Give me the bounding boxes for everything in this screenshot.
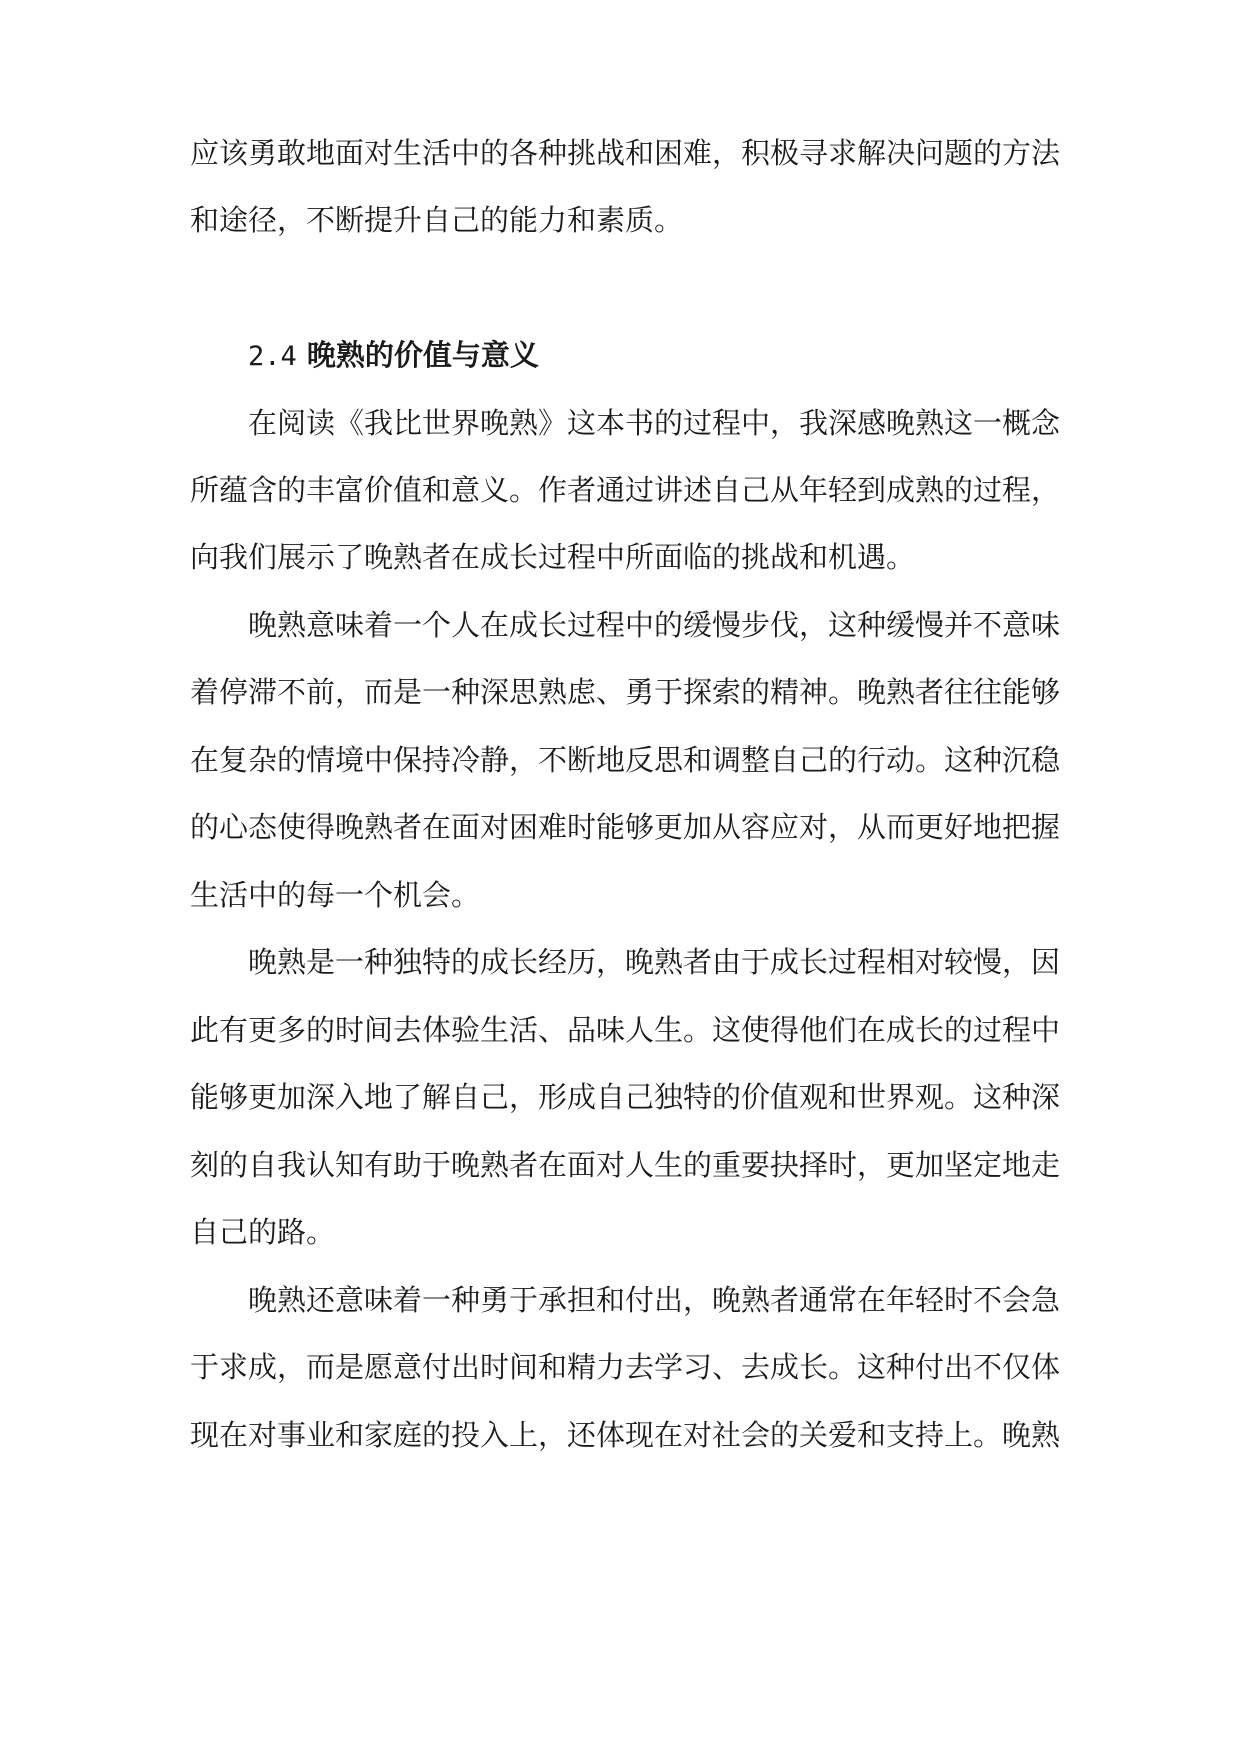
paragraph-line: 生活中的每一个机会。 bbox=[190, 878, 481, 912]
paragraph-line: 着停滞不前，而是一种深思熟虑、勇于探索的精神。晚熟者往往能够 bbox=[190, 675, 1061, 709]
paragraph-line: 的心态使得晚熟者在面对困难时能够更加从容应对，从而更好地把握 bbox=[190, 810, 1061, 844]
paragraph-line: 向我们展示了晚熟者在成长过程中所面临的挑战和机遇。 bbox=[190, 540, 916, 574]
paragraph-line: 所蕴含的丰富价值和意义。作者通过讲述自己从年轻到成熟的过程， bbox=[190, 473, 1061, 507]
paragraph-line: 应该勇敢地面对生活中的各种挑战和困难，积极寻求解决问题的方法 bbox=[190, 136, 1061, 170]
section-number: 2.4 bbox=[248, 341, 297, 372]
paragraph-line: 于求成，而是愿意付出时间和精力去学习、去成长。这种付出不仅体 bbox=[190, 1350, 1061, 1384]
paragraph-line: 晚熟是一种独特的成长经历，晚熟者由于成长过程相对较慢，因 bbox=[248, 945, 1061, 979]
paragraph-line: 晚熟还意味着一种勇于承担和付出，晚熟者通常在年轻时不会急 bbox=[248, 1283, 1061, 1317]
section-title: 晚熟的价值与意义 bbox=[306, 338, 539, 372]
paragraph-line: 现在对事业和家庭的投入上，还体现在对社会的关爱和支持上。晚熟 bbox=[190, 1418, 1061, 1452]
section-heading bbox=[248, 335, 539, 377]
paragraph-line: 此有更多的时间去体验生活、品味人生。这使得他们在成长的过程中 bbox=[190, 1013, 1061, 1047]
paragraph-line: 刻的自我认知有助于晚熟者在面对人生的重要抉择时，更加坚定地走 bbox=[190, 1148, 1061, 1182]
paragraph-line: 能够更加深入地了解自己，形成自己独特的价值观和世界观。这种深 bbox=[190, 1080, 1061, 1114]
paragraph-line: 在阅读《我比世界晚熟》这本书的过程中，我深感晚熟这一概念 bbox=[248, 406, 1061, 440]
paragraph-line: 和途径，不断提升自己的能力和素质。 bbox=[190, 203, 684, 237]
paragraph-line: 晚熟意味着一个人在成长过程中的缓慢步伐，这种缓慢并不意味 bbox=[248, 608, 1061, 642]
paragraph-line: 自己的路。 bbox=[190, 1215, 336, 1249]
paragraph-line: 在复杂的情境中保持冷静，不断地反思和调整自己的行动。这种沉稳 bbox=[190, 743, 1061, 777]
